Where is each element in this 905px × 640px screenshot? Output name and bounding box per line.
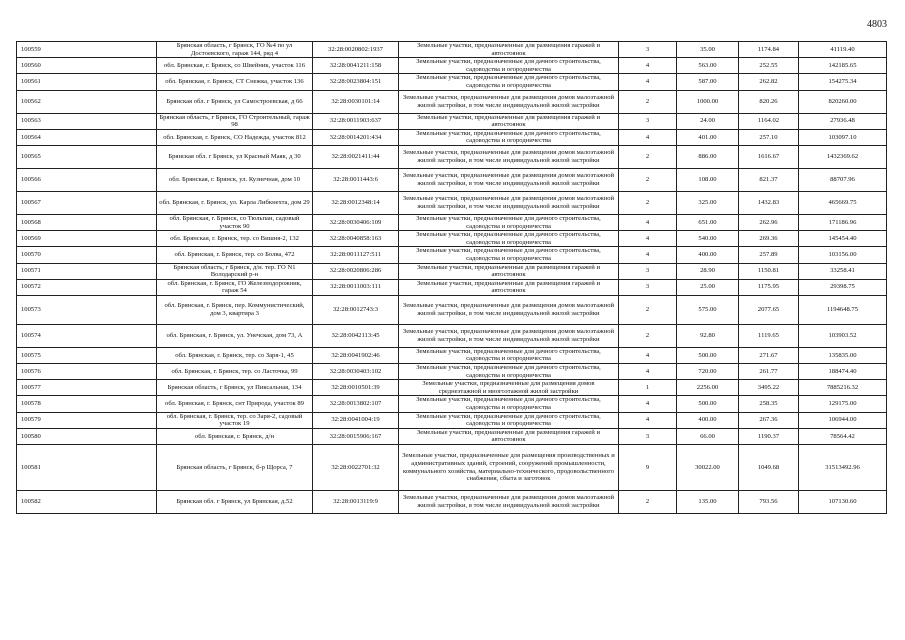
cell-number: 100561 xyxy=(17,74,157,90)
cell-group: 2 xyxy=(619,491,677,514)
table-row xyxy=(17,145,887,168)
cell-area: 401.00 xyxy=(677,129,739,145)
cell-cadastral-number: 32:28:0041211:158 xyxy=(313,58,399,74)
table-row xyxy=(17,247,887,263)
cell-area: 575.00 xyxy=(677,295,739,324)
cell-area: 108.00 xyxy=(677,168,739,191)
cell-area: 325.00 xyxy=(677,191,739,214)
table-row xyxy=(17,412,887,428)
cell-specific-value: 1150.81 xyxy=(739,263,799,279)
cell-number: 100562 xyxy=(17,90,157,113)
cell-specific-value: 3495.22 xyxy=(739,380,799,396)
cell-land-use: Земельные участки, предназначенные для размещения гаражей и автостоянок xyxy=(399,113,619,129)
table-row xyxy=(17,214,887,230)
cell-land-use: Земельные участки, предназначенные для размещения домов малоэтажной жилой застройки, в том числе индивидуальной жилой застройки xyxy=(399,491,619,514)
cell-land-use: Земельные участки, предназначенные для дачного строительства, садоводства и огородничества xyxy=(399,214,619,230)
cell-cadastral-number: 32:28:0011443:6 xyxy=(313,168,399,191)
cell-address: Брянская обл. г Брянск, ул Красный Маяк, д 30 xyxy=(157,145,313,168)
table-row xyxy=(17,129,887,145)
cell-specific-value: 1175.95 xyxy=(739,279,799,295)
cell-land-use: Земельные участки, предназначенные для размещения гаражей и автостоянок xyxy=(399,279,619,295)
cell-address: обл. Брянская, г. Брянск, снт Природа, участок 89 xyxy=(157,396,313,412)
cell-specific-value: 258.35 xyxy=(739,396,799,412)
cell-number: 100582 xyxy=(17,491,157,514)
cell-area: 886.00 xyxy=(677,145,739,168)
cell-cadastral-number: 32:28:0020806:286 xyxy=(313,263,399,279)
cell-number: 100580 xyxy=(17,428,157,444)
cell-land-use: Земельные участки, предназначенные для размещения домов среднеэтажной и многоэтажной жилой застройки xyxy=(399,380,619,396)
cell-land-use: Земельные участки, предназначенные для дачного строительства, садоводства и огородничества xyxy=(399,58,619,74)
cell-land-use: Земельные участки, предназначенные для размещения домов малоэтажной жилой застройки, в том числе индивидуальной жилой застройки xyxy=(399,145,619,168)
cell-number: 100570 xyxy=(17,247,157,263)
cell-cadastral-number: 32:28:0015906:167 xyxy=(313,428,399,444)
cell-specific-value: 1190.37 xyxy=(739,428,799,444)
cell-land-use: Земельные участки, предназначенные для дачного строительства, садоводства и огородничества xyxy=(399,396,619,412)
cell-address: обл. Брянская, г. Брянск, ул. Кузнечная, дом 10 xyxy=(157,168,313,191)
cell-address: обл. Брянская, г. Брянск, тер. со Заря-2, садовый участок 19 xyxy=(157,412,313,428)
cell-address: Брянская область, г Брянск, ГО Строительный, гараж 98 xyxy=(157,113,313,129)
cell-group: 4 xyxy=(619,347,677,363)
cell-cadastral-number: 32:28:0011127:511 xyxy=(313,247,399,263)
cell-area: 135.00 xyxy=(677,491,739,514)
cell-address: обл. Брянская, г. Брянск, ГО Железнодорожник, гараж 54 xyxy=(157,279,313,295)
cell-cadastral-value: 88707.96 xyxy=(799,168,887,191)
cell-land-use: Земельные участки, предназначенные для дачного строительства, садоводства и огородничества xyxy=(399,247,619,263)
cell-cadastral-value: 107130.60 xyxy=(799,491,887,514)
table-row xyxy=(17,231,887,247)
cell-specific-value: 2077.65 xyxy=(739,295,799,324)
cell-cadastral-number: 32:28:0014201:434 xyxy=(313,129,399,145)
cell-address: Брянская область, г Брянск, д/н. тер. ГО N1 Володарский р-н xyxy=(157,263,313,279)
cell-group: 3 xyxy=(619,42,677,58)
cell-number: 100560 xyxy=(17,58,157,74)
cadastral-value-table-container xyxy=(16,41,886,514)
cell-land-use: Земельные участки, предназначенные для дачного строительства, садоводства и огородничества xyxy=(399,364,619,380)
cell-cadastral-number: 32:28:0011903:637 xyxy=(313,113,399,129)
cell-group: 3 xyxy=(619,113,677,129)
cell-specific-value: 262.96 xyxy=(739,214,799,230)
cell-cadastral-number: 32:28:0021411:44 xyxy=(313,145,399,168)
cell-cadastral-value: 33258.41 xyxy=(799,263,887,279)
cell-specific-value: 271.67 xyxy=(739,347,799,363)
cell-cadastral-number: 32:28:0042113:45 xyxy=(313,324,399,347)
cell-specific-value: 1432.83 xyxy=(739,191,799,214)
cell-address: Брянская обл. г Брянск, ул Самостроевская, д 66 xyxy=(157,90,313,113)
cell-address: Брянская область, г Брянск, б-р Щорса, 7 xyxy=(157,445,313,491)
table-row xyxy=(17,279,887,295)
cell-land-use: Земельные участки, предназначенные для размещения домов малоэтажной жилой застройки, в том числе индивидуальной жилой застройки xyxy=(399,295,619,324)
cell-land-use: Земельные участки, предназначенные для размещения гаражей и автостоянок xyxy=(399,42,619,58)
cell-group: 2 xyxy=(619,191,677,214)
cell-address: Брянская область, г Брянск, ул Пиксальная, 134 xyxy=(157,380,313,396)
cell-cadastral-number: 32:28:0030403:102 xyxy=(313,364,399,380)
cell-area: 2256.00 xyxy=(677,380,739,396)
cell-cadastral-value: 78564.42 xyxy=(799,428,887,444)
cell-address: обл. Брянская, г. Брянск, д/н xyxy=(157,428,313,444)
cell-cadastral-number: 32:28:0012348:14 xyxy=(313,191,399,214)
cell-cadastral-number: 32:28:0041004:19 xyxy=(313,412,399,428)
cell-address: обл. Брянская, г. Брянск, тер. со Заря-1, 45 xyxy=(157,347,313,363)
cell-group: 4 xyxy=(619,247,677,263)
cell-number: 100577 xyxy=(17,380,157,396)
table-row xyxy=(17,168,887,191)
cell-group: 2 xyxy=(619,295,677,324)
cell-area: 400.00 xyxy=(677,247,739,263)
cell-specific-value: 269.36 xyxy=(739,231,799,247)
cell-number: 100563 xyxy=(17,113,157,129)
cell-cadastral-number: 32:28:0020802:1937 xyxy=(313,42,399,58)
cell-address: обл. Брянская, г. Брянск, тер. со Вишня-2, 132 xyxy=(157,231,313,247)
cell-address: обл. Брянская, г. Брянск, тер. со Болва, 472 xyxy=(157,247,313,263)
cell-cadastral-number: 32:28:0011003:111 xyxy=(313,279,399,295)
cell-specific-value: 1174.84 xyxy=(739,42,799,58)
cell-group: 2 xyxy=(619,145,677,168)
table-row xyxy=(17,263,887,279)
cell-cadastral-number: 32:28:0030406:109 xyxy=(313,214,399,230)
cell-cadastral-value: 7885216.32 xyxy=(799,380,887,396)
cell-land-use: Земельные участки, предназначенные для дачного строительства, садоводства и огородничества xyxy=(399,412,619,428)
cell-cadastral-value: 820260.00 xyxy=(799,90,887,113)
cell-group: 3 xyxy=(619,279,677,295)
cell-area: 400.00 xyxy=(677,412,739,428)
cell-cadastral-value: 1194648.75 xyxy=(799,295,887,324)
cell-number: 100571 xyxy=(17,263,157,279)
cell-area: 66.00 xyxy=(677,428,739,444)
cell-cadastral-value: 103156.00 xyxy=(799,247,887,263)
cell-number: 100566 xyxy=(17,168,157,191)
cell-group: 4 xyxy=(619,412,677,428)
table-row xyxy=(17,324,887,347)
cell-land-use: Земельные участки, предназначенные для дачного строительства, садоводства и огородничества xyxy=(399,347,619,363)
cell-land-use: Земельные участки, предназначенные для размещения домов малоэтажной жилой застройки, в том числе индивидуальной жилой застройки xyxy=(399,90,619,113)
cell-cadastral-number: 32:28:0041902:46 xyxy=(313,347,399,363)
cell-cadastral-number: 32:28:0013802:107 xyxy=(313,396,399,412)
cell-cadastral-value: 29398.75 xyxy=(799,279,887,295)
cell-land-use: Земельные участки, предназначенные для дачного строительства, садоводства и огородничества xyxy=(399,129,619,145)
cell-specific-value: 820.26 xyxy=(739,90,799,113)
cell-address: обл. Брянская, г. Брянск, тер. со Ласточка, 99 xyxy=(157,364,313,380)
table-row xyxy=(17,428,887,444)
cell-area: 25.00 xyxy=(677,279,739,295)
cell-group: 9 xyxy=(619,445,677,491)
cell-group: 2 xyxy=(619,168,677,191)
cell-address: обл. Брянская, г. Брянск, СТ Снежка, участок 136 xyxy=(157,74,313,90)
cell-group: 4 xyxy=(619,214,677,230)
table-row xyxy=(17,380,887,396)
cell-specific-value: 257.89 xyxy=(739,247,799,263)
cell-cadastral-number: 32:28:0030101:14 xyxy=(313,90,399,113)
cell-cadastral-value: 135835.00 xyxy=(799,347,887,363)
cell-cadastral-value: 171186.96 xyxy=(799,214,887,230)
cell-cadastral-value: 142185.65 xyxy=(799,58,887,74)
cell-number: 100567 xyxy=(17,191,157,214)
cell-cadastral-value: 106944.00 xyxy=(799,412,887,428)
cell-address: обл. Брянская, г. Брянск, СО Надежда, участок 812 xyxy=(157,129,313,145)
cell-land-use: Земельные участки, предназначенные для дачного строительства, садоводства и огородничества xyxy=(399,231,619,247)
cell-number: 100576 xyxy=(17,364,157,380)
cell-number: 100568 xyxy=(17,214,157,230)
cell-specific-value: 1049.68 xyxy=(739,445,799,491)
cell-area: 500.00 xyxy=(677,347,739,363)
cell-specific-value: 821.37 xyxy=(739,168,799,191)
cell-cadastral-value: 1432369.62 xyxy=(799,145,887,168)
cell-cadastral-value: 27936.48 xyxy=(799,113,887,129)
cell-area: 651.00 xyxy=(677,214,739,230)
cell-area: 92.80 xyxy=(677,324,739,347)
cell-number: 100569 xyxy=(17,231,157,247)
cell-group: 1 xyxy=(619,380,677,396)
cell-cadastral-value: 465669.75 xyxy=(799,191,887,214)
table-row xyxy=(17,42,887,58)
cell-land-use: Земельные участки, предназначенные для размещения гаражей и автостоянок xyxy=(399,263,619,279)
table-row xyxy=(17,347,887,363)
cell-specific-value: 257.10 xyxy=(739,129,799,145)
cell-cadastral-value: 145454.40 xyxy=(799,231,887,247)
table-row xyxy=(17,191,887,214)
cell-cadastral-value: 129175.00 xyxy=(799,396,887,412)
cell-group: 4 xyxy=(619,231,677,247)
cell-specific-value: 267.36 xyxy=(739,412,799,428)
cell-specific-value: 262.82 xyxy=(739,74,799,90)
cell-number: 100565 xyxy=(17,145,157,168)
cell-group: 4 xyxy=(619,129,677,145)
cell-specific-value: 1119.65 xyxy=(739,324,799,347)
cell-area: 28.90 xyxy=(677,263,739,279)
cell-specific-value: 793.56 xyxy=(739,491,799,514)
cell-address: Брянская обл. г Брянск, ул Брянская, д.52 xyxy=(157,491,313,514)
cell-cadastral-value: 31513492.96 xyxy=(799,445,887,491)
cell-area: 587.00 xyxy=(677,74,739,90)
table-row xyxy=(17,58,887,74)
cell-area: 30022.00 xyxy=(677,445,739,491)
cell-cadastral-number: 32:28:0022701:32 xyxy=(313,445,399,491)
cell-number: 100559 xyxy=(17,42,157,58)
table-row xyxy=(17,295,887,324)
cell-area: 35.00 xyxy=(677,42,739,58)
cell-number: 100574 xyxy=(17,324,157,347)
cell-address: обл. Брянская, г. Брянск, ул. Карла Либкнехта, дом 29 xyxy=(157,191,313,214)
cell-address: обл. Брянская, г. Брянск, со Тюльпан, садовый участок 90 xyxy=(157,214,313,230)
cell-number: 100573 xyxy=(17,295,157,324)
cell-address: обл. Брянская, г. Брянск, ул. Унечская, дом 73, А xyxy=(157,324,313,347)
cell-group: 4 xyxy=(619,396,677,412)
cell-area: 720.00 xyxy=(677,364,739,380)
cell-land-use: Земельные участки, предназначенные для размещения домов малоэтажной жилой застройки, в том числе индивидуальной жилой застройки xyxy=(399,324,619,347)
table-row xyxy=(17,90,887,113)
table-row xyxy=(17,364,887,380)
cell-address: обл. Брянская, г. Брянск, пер. Коммунистический, дом 3, квартира 3 xyxy=(157,295,313,324)
cell-specific-value: 1164.02 xyxy=(739,113,799,129)
cell-specific-value: 261.77 xyxy=(739,364,799,380)
table-row xyxy=(17,396,887,412)
page-number: 4803 xyxy=(867,19,887,30)
cadastral-value-table xyxy=(16,41,887,514)
cell-cadastral-value: 103903.52 xyxy=(799,324,887,347)
cell-group: 2 xyxy=(619,90,677,113)
cell-cadastral-number: 32:28:0040858:163 xyxy=(313,231,399,247)
cell-cadastral-number: 32:28:0023804:151 xyxy=(313,74,399,90)
cell-land-use: Земельные участки, предназначенные для дачного строительства, садоводства и огородничества xyxy=(399,74,619,90)
cell-cadastral-number: 32:28:0012743:3 xyxy=(313,295,399,324)
cell-cadastral-value: 103097.10 xyxy=(799,129,887,145)
cell-address: Брянская область, г Брянск, ГО №4 по ул Достоевского, гараж 144, ряд 4 xyxy=(157,42,313,58)
cell-area: 563.00 xyxy=(677,58,739,74)
cell-group: 3 xyxy=(619,263,677,279)
cell-area: 24.00 xyxy=(677,113,739,129)
cell-land-use: Земельные участки, предназначенные для размещения домов малоэтажной жилой застройки, в том числе индивидуальной жилой застройки xyxy=(399,191,619,214)
cell-cadastral-value: 188474.40 xyxy=(799,364,887,380)
cell-number: 100578 xyxy=(17,396,157,412)
cell-number: 100581 xyxy=(17,445,157,491)
cell-group: 4 xyxy=(619,58,677,74)
cell-group: 2 xyxy=(619,324,677,347)
cell-land-use: Земельные участки, предназначенные для размещения производственных и административных зданий, строений, сооружений промышленности, коммунального хозяйства, материально-технического, продовольственного снабжения, сбыта и заготовок xyxy=(399,445,619,491)
cell-address: обл. Брянская, г. Брянск, со Швейник, участок 116 xyxy=(157,58,313,74)
table-body xyxy=(17,42,887,514)
cell-number: 100572 xyxy=(17,279,157,295)
table-row xyxy=(17,491,887,514)
cell-cadastral-value: 154275.34 xyxy=(799,74,887,90)
table-row xyxy=(17,74,887,90)
cell-area: 500.00 xyxy=(677,396,739,412)
cell-number: 100579 xyxy=(17,412,157,428)
table-row xyxy=(17,445,887,491)
cell-area: 1000.00 xyxy=(677,90,739,113)
cell-group: 4 xyxy=(619,74,677,90)
cell-specific-value: 252.55 xyxy=(739,58,799,74)
cell-cadastral-value: 41119.40 xyxy=(799,42,887,58)
cell-specific-value: 1616.67 xyxy=(739,145,799,168)
cell-cadastral-number: 32:28:0010501:39 xyxy=(313,380,399,396)
table-row xyxy=(17,113,887,129)
cell-number: 100575 xyxy=(17,347,157,363)
cell-number: 100564 xyxy=(17,129,157,145)
cell-area: 540.00 xyxy=(677,231,739,247)
cell-land-use: Земельные участки, предназначенные для размещения домов малоэтажной жилой застройки, в том числе индивидуальной жилой застройки xyxy=(399,168,619,191)
cell-group: 4 xyxy=(619,364,677,380)
cell-group: 3 xyxy=(619,428,677,444)
cell-cadastral-number: 32:28:0013119:9 xyxy=(313,491,399,514)
cell-land-use: Земельные участки, предназначенные для размещения гаражей и автостоянок xyxy=(399,428,619,444)
